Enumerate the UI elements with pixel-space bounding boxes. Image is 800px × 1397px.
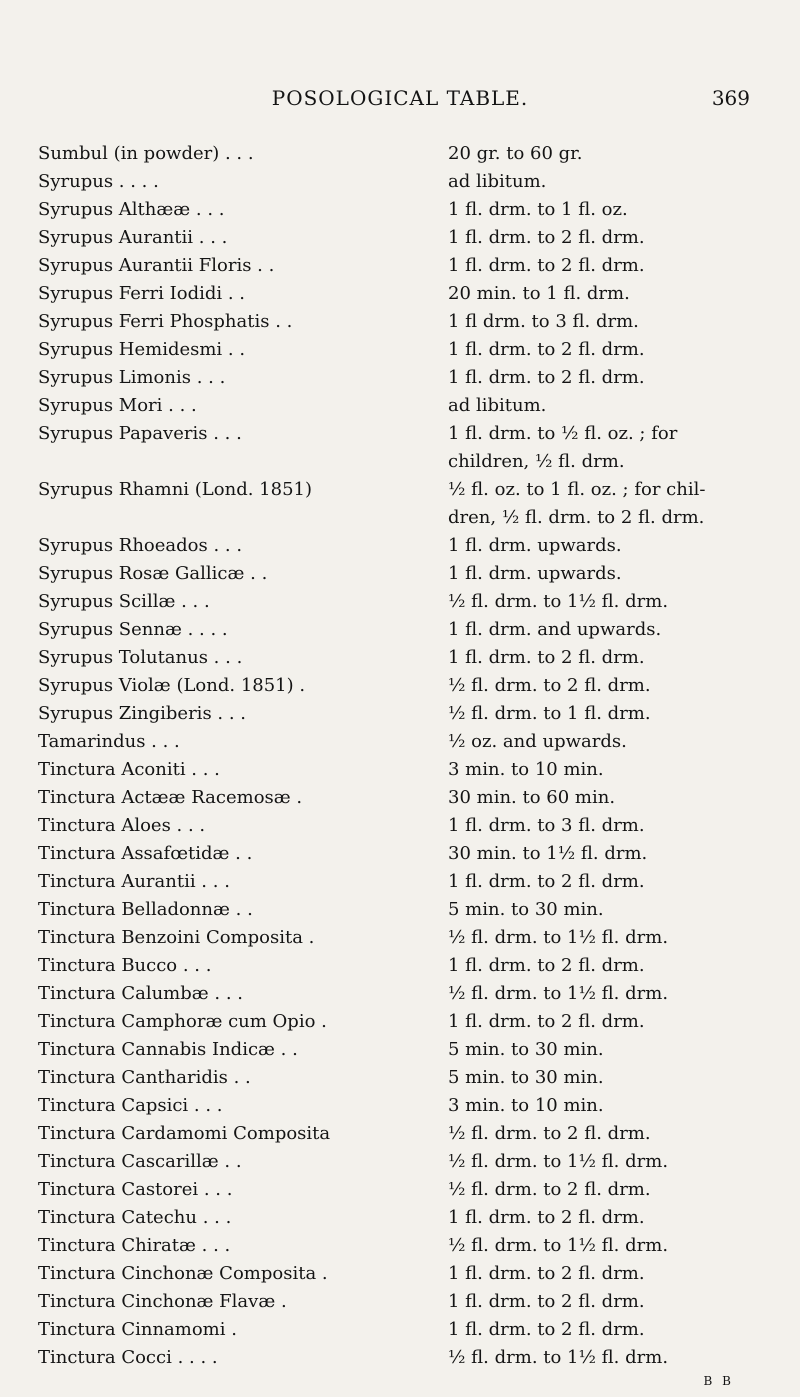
table-row — [38, 1316, 778, 1344]
table-row — [38, 252, 778, 280]
dose-range: 1 fl. drm. to 1 fl. oz. — [448, 199, 628, 220]
dose-range: ½ fl. drm. to 2 fl. drm. — [448, 1179, 651, 1200]
dose-range: ½ fl. drm. to 2 fl. drm. — [448, 675, 651, 696]
table-row — [38, 672, 778, 700]
dose-range: 3 min. to 10 min. — [448, 1095, 604, 1116]
drug-name: Tinctura Cinchonæ Composita . — [38, 1263, 328, 1284]
signature-mark: B B — [703, 1374, 734, 1388]
dose-range: ad libitum. — [448, 395, 547, 416]
dose-range: 1 fl. drm. to 3 fl. drm. — [448, 815, 645, 836]
table-row — [38, 140, 778, 168]
dose-range: 1 fl. drm. to 2 fl. drm. — [448, 955, 645, 976]
table-row — [38, 1260, 778, 1288]
table-row — [38, 336, 778, 364]
dose-range: ad libitum. — [448, 171, 547, 192]
table-row — [38, 616, 778, 644]
dose-range: 1 fl. drm. to 2 fl. drm. — [448, 1207, 645, 1228]
drug-name: Syrupus Ferri Phosphatis . . — [38, 311, 293, 332]
table-row — [38, 1036, 778, 1064]
table-row — [38, 868, 778, 896]
table-row — [38, 1092, 778, 1120]
drug-name: Syrupus Mori . . . — [38, 395, 197, 416]
drug-name: Tinctura Cascarillæ . . — [38, 1151, 242, 1172]
dose-range: 1 fl. drm. to 2 fl. drm. — [448, 647, 645, 668]
drug-name: Syrupus Scillæ . . . — [38, 591, 210, 612]
page-title: POSOLOGICAL TABLE. — [271, 86, 529, 110]
drug-name: Syrupus Papaveris . . . — [38, 423, 242, 444]
dose-range: ½ fl. drm. to 1½ fl. drm. — [448, 983, 669, 1004]
drug-name: Tinctura Cantharidis . . — [38, 1067, 251, 1088]
table-row — [38, 1120, 778, 1148]
dose-range: 20 min. to 1 fl. drm. — [448, 283, 630, 304]
table-row — [38, 840, 778, 868]
posology-table — [38, 140, 778, 1372]
drug-name: Tinctura Castorei . . . — [38, 1179, 233, 1200]
drug-name: Tinctura Chiratæ . . . — [38, 1235, 231, 1256]
dose-range: 5 min. to 30 min. — [448, 1067, 604, 1088]
dose-range: 1 fl. drm. upwards. — [448, 563, 622, 584]
drug-name: Syrupus Ferri Iodidi . . — [38, 283, 246, 304]
drug-name: Tinctura Belladonnæ . . — [38, 899, 253, 920]
table-row — [38, 308, 778, 336]
drug-name: Syrupus Limonis . . . — [38, 367, 226, 388]
drug-name: Tamarindus . . . — [38, 731, 180, 752]
dose-range: ½ oz. and upwards. — [448, 731, 627, 752]
table-row — [38, 1176, 778, 1204]
table-row — [38, 420, 778, 476]
dose-range: ½ fl. drm. to 1½ fl. drm. — [448, 927, 669, 948]
dose-range: 1 fl. drm. to 2 fl. drm. — [448, 1319, 645, 1340]
drug-name: Syrupus Aurantii . . . — [38, 227, 228, 248]
dose-range: ½ fl. drm. to 1½ fl. drm. — [448, 1151, 669, 1172]
table-row — [38, 924, 778, 952]
table-row — [38, 532, 778, 560]
table-row — [38, 812, 778, 840]
page-number: 369 — [711, 86, 750, 110]
drug-name: Syrupus Althææ . . . — [38, 199, 225, 220]
dose-range: 3 min. to 10 min. — [448, 759, 604, 780]
table-row — [38, 1288, 778, 1316]
dose-range: 1 fl. drm. upwards. — [448, 535, 622, 556]
drug-name: Sumbul (in powder) . . . — [38, 143, 254, 164]
drug-name: Syrupus Rhoeados . . . — [38, 535, 243, 556]
dose-range: 1 fl. drm. to 2 fl. drm. — [448, 227, 645, 248]
drug-name: Syrupus Zingiberis . . . — [38, 703, 247, 724]
table-row — [38, 1232, 778, 1260]
drug-name: Tinctura Aloes . . . — [38, 815, 206, 836]
dose-range: ½ fl. drm. to 1½ fl. drm. — [448, 591, 669, 612]
drug-name: Tinctura Assafœtidæ . . — [38, 843, 253, 864]
table-row — [38, 280, 778, 308]
table-row — [38, 980, 778, 1008]
dose-range: ½ fl. drm. to 1½ fl. drm. — [448, 1235, 669, 1256]
drug-name: Tinctura Benzoini Composita . — [38, 927, 315, 948]
dose-range: 20 gr. to 60 gr. — [448, 143, 583, 164]
table-row — [38, 168, 778, 196]
table-row — [38, 1148, 778, 1176]
dose-range: 1 fl. drm. to 2 fl. drm. — [448, 871, 645, 892]
table-row — [38, 560, 778, 588]
drug-name: Tinctura Aurantii . . . — [38, 871, 230, 892]
drug-name: Tinctura Actææ Racemosæ . — [38, 787, 303, 808]
drug-name: Tinctura Cinchonæ Flavæ . — [38, 1291, 287, 1312]
drug-name: Tinctura Calumbæ . . . — [38, 983, 244, 1004]
table-row — [38, 756, 778, 784]
table-row — [38, 196, 778, 224]
drug-name: Syrupus . . . . — [38, 171, 159, 192]
drug-name: Syrupus Sennæ . . . . — [38, 619, 228, 640]
table-row — [38, 476, 778, 532]
dose-range: ½ fl. drm. to 1½ fl. drm. — [448, 1347, 669, 1368]
dose-range: 30 min. to 60 min. — [448, 787, 616, 808]
drug-name: Tinctura Cardamomi Composita — [38, 1123, 331, 1144]
drug-name: Syrupus Tolutanus . . . — [38, 647, 243, 668]
drug-name: Tinctura Cinnamomi . — [38, 1319, 237, 1340]
table-row — [38, 588, 778, 616]
dose-range: 1 fl. drm. and upwards. — [448, 619, 662, 640]
table-row — [38, 1204, 778, 1232]
dose-range: 1 fl. drm. to 2 fl. drm. — [448, 255, 645, 276]
table-row — [38, 364, 778, 392]
table-row — [38, 392, 778, 420]
drug-name: Tinctura Bucco . . . — [38, 955, 212, 976]
dose-range: ½ fl. drm. to 2 fl. drm. — [448, 1123, 651, 1144]
drug-name: Syrupus Hemidesmi . . — [38, 339, 246, 360]
dose-range: 5 min. to 30 min. — [448, 1039, 604, 1060]
dose-range: 1 fl. drm. to 2 fl. drm. — [448, 1011, 645, 1032]
table-row — [38, 1064, 778, 1092]
table-row — [38, 728, 778, 756]
drug-name: Tinctura Capsici . . . — [38, 1095, 223, 1116]
table-row — [38, 1008, 778, 1036]
dose-range: ½ fl. drm. to 1 fl. drm. — [448, 703, 651, 724]
table-row — [38, 1344, 778, 1372]
dose-range: 30 min. to 1½ fl. drm. — [448, 843, 648, 864]
table-row — [38, 784, 778, 812]
dose-range: 1 fl. drm. to 2 fl. drm. — [448, 339, 645, 360]
table-row — [38, 952, 778, 980]
dose-range: 1 fl. drm. to 2 fl. drm. — [448, 367, 645, 388]
table-row — [38, 224, 778, 252]
drug-name: Syrupus Rosæ Gallicæ . . — [38, 563, 268, 584]
drug-name: Tinctura Cocci . . . . — [38, 1347, 218, 1368]
drug-name: Tinctura Catechu . . . — [38, 1207, 232, 1228]
drug-name: Tinctura Aconiti . . . — [38, 759, 220, 780]
dose-range: 1 fl drm. to 3 fl. drm. — [448, 311, 639, 332]
dose-range: 5 min. to 30 min. — [448, 899, 604, 920]
dose-range: 1 fl. drm. to 2 fl. drm. — [448, 1263, 645, 1284]
drug-name: Tinctura Camphoræ cum Opio . — [38, 1011, 327, 1032]
drug-name: Syrupus Rhamni (Lond. 1851) — [38, 479, 312, 500]
drug-name: Syrupus Aurantii Floris . . — [38, 255, 275, 276]
drug-name: Tinctura Cannabis Indicæ . . — [38, 1039, 298, 1060]
running-header — [0, 86, 800, 118]
table-row — [38, 896, 778, 924]
dose-range: ½ fl. oz. to 1 fl. oz. ; for chil- dren, ½ fl. drm. to 2 fl. drm. — [448, 479, 706, 528]
dose-range: 1 fl. drm. to ½ fl. oz. ; for children, ½ fl. drm. — [448, 423, 678, 472]
table-row — [38, 700, 778, 728]
drug-name: Syrupus Violæ (Lond. 1851) . — [38, 675, 306, 696]
table-row — [38, 644, 778, 672]
dose-range: 1 fl. drm. to 2 fl. drm. — [448, 1291, 645, 1312]
